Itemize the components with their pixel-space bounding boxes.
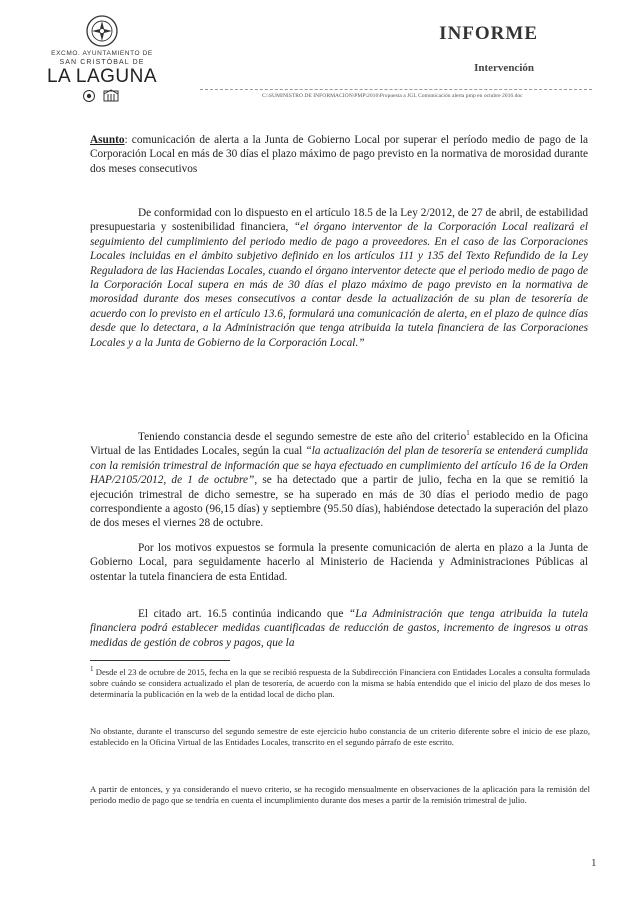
paragraph-2-end: , se ha detectado que a partir de julio, fecha en la que se remitió la ejecución trimestral de dicho semestre, se ha superado en más de 30 días el periodo medio de pago correspondiente a agosto (96,15 días) y septiembre (95.50 días), habiéndose detectado la superación del plazo de dos meses el viernes 28 de octubre. — [90, 474, 588, 530]
footnote-3: A partir de entonces, y ya considerando el nuevo criterio, se ha recogido mensualmente en observaciones de la aplicación para la remisión del periodo medio de pago que se tendría en cuenta el incumplimiento durante dos meses a partir de la remisión trimestral de julio. — [90, 784, 590, 806]
heritage-seals — [42, 89, 162, 103]
paragraph-4 — [90, 607, 588, 650]
paragraph-3: Por los motivos expuestos se formula la presente comunicación de alerta en plazo a la Junta de Gobierno Local, para seguidamente hacerlo al Ministerio de Hacienda y Administraciones Públicas al ostentar la tutela financiera de esta Entidad. — [90, 542, 588, 583]
file-reference: C:\SUMINISTRO DE INFORMACION\PMP\2016\Propuesta a JGL Comunicación alerta pmp en octubre 2016.doc — [262, 93, 523, 99]
footnote-1-number: 1 — [90, 665, 94, 674]
subject-label: Asunto — [90, 134, 125, 146]
footnote-divider — [90, 660, 230, 661]
unesco-seal-icon — [80, 89, 124, 103]
page-number: 1 — [591, 857, 597, 869]
footnote-1 — [90, 667, 590, 701]
header-divider — [200, 89, 592, 90]
document-title: INFORME — [439, 23, 538, 44]
footnote-1-text: Desde el 23 de octubre de 2015, fecha en la que se recibió respuesta de la Subdirección Financiera con Entidades Locales a consulta formulada sobre cuándo se considera actualizado el plan de tesorería, de acuerdo con la misma se había entendido que el inicio del plazo de dos meses lo determinaría la publicación en la web de la entidad local de dicho plan. — [90, 667, 590, 700]
paragraph-2-intro: Teniendo constancia desde el segundo semestre de este año del criterio — [138, 431, 467, 443]
footnote-2: No obstante, durante el transcurso del segundo semestre de este ejercicio hubo constancia de un criterio diferente sobre el inicio de ese plazo, establecido en la Oficina Virtual de las Entidades Locales, transcrito en el segundo párrafo de este escrito. — [90, 726, 590, 748]
paragraph-1-intro: De conformidad con lo dispuesto en el artículo 18.5 de la Ley 2/2012, de 27 de abril, de estabilidad presupuestaria y sostenibilidad financiera, — [90, 207, 588, 234]
subject-paragraph — [90, 133, 588, 176]
org-name-line2: SAN CRISTÓBAL DE — [59, 59, 145, 66]
org-name-line1: EXCMO. AYUNTAMIENTO DE — [51, 50, 153, 57]
paragraph-1 — [90, 206, 588, 350]
paragraph-2-quote: “la actualización del plan de tesorería se entenderá cumplida con la remisión trimestral de información que se haya efectuado en cumplimiento del artículo 16 de la Orden HAP/2105/2012, de 1 de octubre” — [90, 445, 588, 487]
department-label: Intervención — [474, 62, 534, 74]
paragraph-4-intro: El citado art. 16.5 continúa indicando que — [138, 608, 349, 620]
paragraph-2 — [90, 430, 588, 531]
paragraph-4-quote: “La Administración que tenga atribuida la tutela financiera podrá establecer medidas cuantificadas de reducción de gastos, incremento de ingresos u otras medidas de gestión de cobros y pagos, que la — [90, 608, 588, 649]
org-name-line3: LA LAGUNA — [46, 66, 158, 87]
subject-text: : comunicación de alerta a la Junta de Gobierno Local por superar el período medio de pago de la Corporación Local en más de 30 días el plazo máximo de pago previsto en la normativa de morosidad durante dos meses consecutivos — [90, 134, 588, 175]
footnote-ref-1: 1 — [466, 429, 470, 438]
municipal-logo — [42, 14, 162, 103]
paragraph-2-mid: establecido en la Oficina Virtual de las Entidades Locales, según la cual — [90, 431, 588, 458]
paragraph-1-quote: “el órgano interventor de la Corporación Local realizará el seguimiento del cumplimiento del periodo medio de pago a proveedores. En el caso de las Corporaciones Locales incluidas en el ámbito subjetivo definido en los artículos 111 y 135 del Texto Refundido de la Ley Reguladora de las Haciendas Locales, cuando el órgano interventor detecte que el periodo medio de pago de la Corporación Local supera en más de 30 días el plazo máximo de pago previsto en la normativa de morosidad durante dos meses consecutivos a contar desde la actualización de su plan de tesorería de acuerdo con lo previsto en el artículo 13.6, formulará una comunicación de alerta, en el plazo de quince días desde que lo detectara, a la Administración que tenga atribuida la tutela financiera de las Corporaciones Locales y a la Junta de Gobierno de la Corporación Local.” — [90, 221, 588, 349]
coat-of-arms-icon — [85, 14, 119, 48]
